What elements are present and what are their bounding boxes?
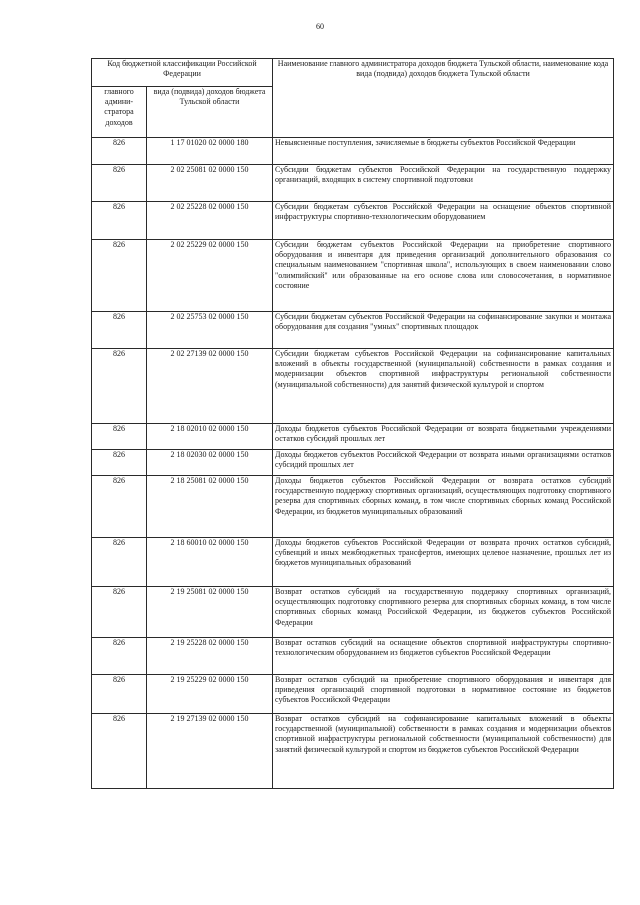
header-name: Наименование главного администратора доходов бюджета Тульской области, наименование кода вида (подвида) доходов бюджета Тульской области xyxy=(273,59,614,138)
row-description: Доходы бюджетов субъектов Российской Федерации от возврата прочих остатков субсидий, субвенций и иных межбюджетных трансфертов, имеющих целевое назначение, прошлых лет из бюджетов муниципальных образований xyxy=(273,538,614,587)
row-income-code: 1 17 01020 02 0000 180 xyxy=(147,138,273,165)
row-admin-code: 826 xyxy=(92,450,147,476)
row-description: Возврат остатков субсидий на оснащение объектов спортивной инфраструктуры спортивно-технологическим оборудованием из бюджетов субъектов Российской Федерации xyxy=(273,638,614,675)
row-admin-code: 826 xyxy=(92,476,147,538)
table-row xyxy=(92,714,614,789)
row-income-code: 2 02 25228 02 0000 150 xyxy=(147,202,273,240)
table-row xyxy=(92,240,614,312)
header-code: вида (подвида) доходов бюджета Тульской области xyxy=(147,87,273,138)
row-admin-code: 826 xyxy=(92,714,147,789)
row-admin-code: 826 xyxy=(92,240,147,312)
row-income-code: 2 18 60010 02 0000 150 xyxy=(147,538,273,587)
row-description: Субсидии бюджетам субъектов Российской Федерации на государственную поддержку организаций, входящих в систему спортивной подготовки xyxy=(273,165,614,202)
page-number: 60 xyxy=(316,22,324,31)
row-income-code: 2 18 02010 02 0000 150 xyxy=(147,424,273,450)
row-admin-code: 826 xyxy=(92,538,147,587)
table-row xyxy=(92,450,614,476)
table-row xyxy=(92,476,614,538)
header-admin: главного админи-стратора доходов xyxy=(92,87,147,138)
table-row xyxy=(92,312,614,349)
row-description: Доходы бюджетов субъектов Российской Федерации от возврата остатков субсидий государственную поддержку спортивных организаций, осуществляющих подготовку спортивного резерва для спортивных сборных команд, в том числе спортивных сборных команд Российской Федерации, из бюджетов муниципальных образований xyxy=(273,476,614,538)
table-row xyxy=(92,165,614,202)
row-income-code: 2 19 25228 02 0000 150 xyxy=(147,638,273,675)
row-admin-code: 826 xyxy=(92,165,147,202)
row-admin-code: 826 xyxy=(92,312,147,349)
row-income-code: 2 19 27139 02 0000 150 xyxy=(147,714,273,789)
table-row xyxy=(92,349,614,424)
row-income-code: 2 18 25081 02 0000 150 xyxy=(147,476,273,538)
row-description: Субсидии бюджетам субъектов Российской Федерации на софинансирование закупки и монтажа оборудования для создания "умных" спортивных площадок xyxy=(273,312,614,349)
row-income-code: 2 02 27139 02 0000 150 xyxy=(147,349,273,424)
table-row xyxy=(92,202,614,240)
row-income-code: 2 02 25229 02 0000 150 xyxy=(147,240,273,312)
row-income-code: 2 19 25229 02 0000 150 xyxy=(147,675,273,714)
table-row xyxy=(92,638,614,675)
row-description: Возврат остатков субсидий на государственную поддержку спортивных организаций, осуществляющих подготовку спортивного резерва для спортивных сборных команд, в том числе спортивных сборных команд Российской Федерации, из бюджетов субъектов Российской Федерации xyxy=(273,587,614,638)
row-admin-code: 826 xyxy=(92,587,147,638)
table-row xyxy=(92,538,614,587)
row-admin-code: 826 xyxy=(92,638,147,675)
row-admin-code: 826 xyxy=(92,138,147,165)
budget-classification-table xyxy=(91,58,614,789)
table-row xyxy=(92,587,614,638)
row-admin-code: 826 xyxy=(92,424,147,450)
row-income-code: 2 18 02030 02 0000 150 xyxy=(147,450,273,476)
row-description: Возврат остатков субсидий на приобретение спортивного оборудования и инвентаря для приведения организаций спортивной подготовки в нормативное состояние из бюджетов субъектов Российской Федерации xyxy=(273,675,614,714)
row-description: Субсидии бюджетам субъектов Российской Федерации на софинансирование капитальных вложений в объекты государственной (муниципальной) собственности в рамках создания и модернизации объектов спортивной инфраструктуры региональной собственности (муниципальной собственности) для занятий физической культурой и спортом xyxy=(273,349,614,424)
row-admin-code: 826 xyxy=(92,349,147,424)
row-admin-code: 826 xyxy=(92,202,147,240)
row-income-code: 2 02 25081 02 0000 150 xyxy=(147,165,273,202)
row-description: Доходы бюджетов субъектов Российской Федерации от возврата бюджетными учреждениями остатков субсидий прошлых лет xyxy=(273,424,614,450)
row-income-code: 2 02 25753 02 0000 150 xyxy=(147,312,273,349)
table-row xyxy=(92,424,614,450)
row-description: Возврат остатков субсидий на софинансирование капитальных вложений в объекты государственной (муниципальной) собственности в рамках создания и модернизации объектов спортивной инфраструктуры региональной собственности (муниципальной собственности) для занятий физической культурой и спортом из бюджетов субъектов Российской Федерации xyxy=(273,714,614,789)
row-description: Доходы бюджетов субъектов Российской Федерации от возврата иными организациями остатков субсидий прошлых лет xyxy=(273,450,614,476)
row-description: Субсидии бюджетам субъектов Российской Федерации на приобретение спортивного оборудования и инвентаря для приведения организаций дополнительного образования со специальным наименованием "спортивная школа", использующих в своем наименовании слово "олимпийский" или образованные на его основе слова или словосочетания, в нормативное состояние xyxy=(273,240,614,312)
row-description: Субсидии бюджетам субъектов Российской Федерации на оснащение объектов спортивной инфраструктуры спортивно-технологическим оборудованием xyxy=(273,202,614,240)
row-description: Невыясненные поступления, зачисляемые в бюджеты субъектов Российской Федерации xyxy=(273,138,614,165)
row-admin-code: 826 xyxy=(92,675,147,714)
row-income-code: 2 19 25081 02 0000 150 xyxy=(147,587,273,638)
table-row xyxy=(92,138,614,165)
header-group-code: Код бюджетной классификации Российской Федерации xyxy=(92,59,273,87)
table-row xyxy=(92,675,614,714)
